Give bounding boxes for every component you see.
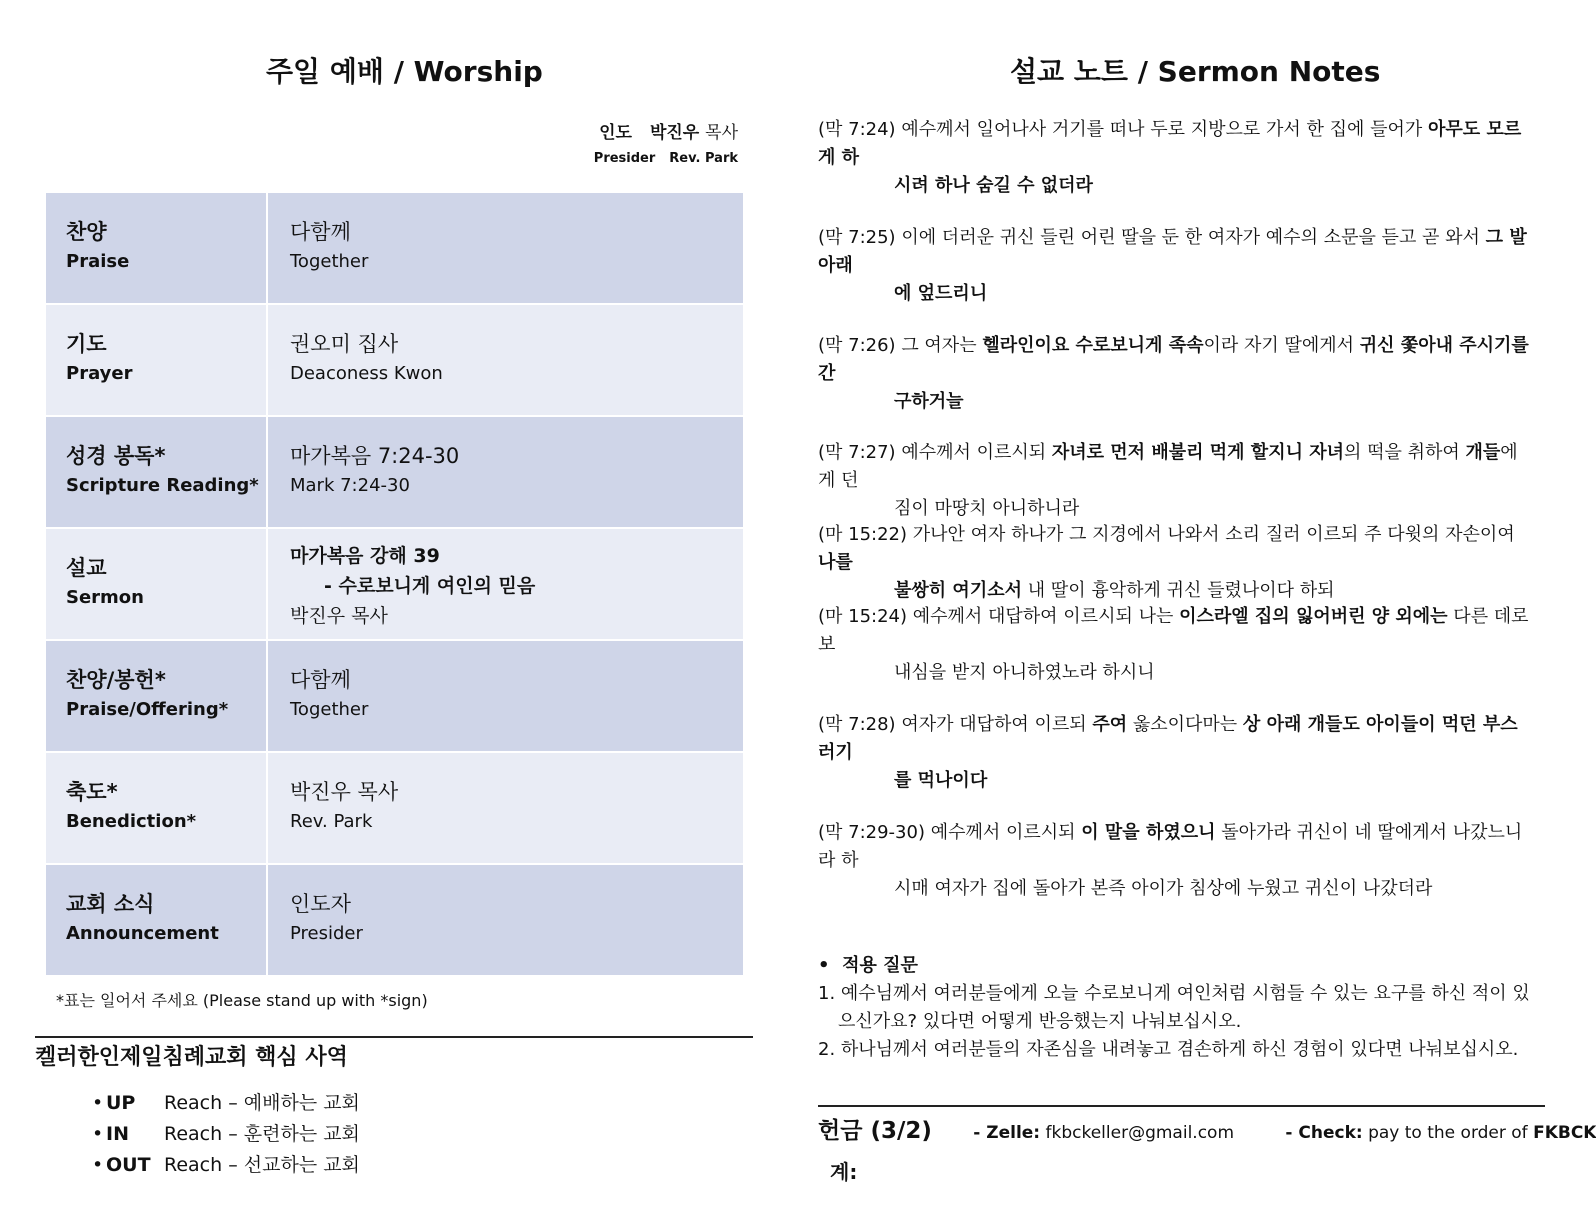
verse-text: 자녀로 먼저 배불리 먹게 할지니 자녀 (1051, 442, 1345, 463)
list-item: 1. 예수님께서 여러분들에게 오늘 수로보니게 여인처럼 시험들 수 있는 요구를 하신 적이 있으신가요? 있다면 어떻게 반응했는지 나눠보십시오. (818, 983, 1530, 1032)
apply-heading: 적용 질문 (842, 955, 918, 976)
bullet-icon: • (818, 955, 830, 976)
order-label-ko: 찬양/봉헌* (66, 668, 166, 692)
verse-item (818, 439, 1534, 523)
order-label-ko: 축도* (66, 780, 118, 804)
order-label-en: Scripture Reading* (66, 475, 259, 496)
verse-text: 구하거늘 (894, 391, 964, 412)
verse-ref: (막 7:29-30) (818, 822, 931, 843)
verse-text: 그 여자는 (901, 335, 983, 356)
verse-text: 이스라엘 집의 잃어버린 양 외에는 (1179, 606, 1448, 627)
order-value-ko: 권오미 집사 (290, 332, 399, 356)
verse-text: 나를 (818, 552, 853, 573)
verse-ref: (마 15:24) (818, 606, 913, 627)
verse-text: 예수께서 이르시되 (930, 822, 1082, 843)
verse-item (818, 819, 1534, 903)
verse-text: 불쌍히 여기소서 (894, 580, 1022, 601)
verse-continuation (818, 767, 1534, 795)
divider (818, 1105, 1545, 1107)
verse-item (818, 224, 1534, 308)
verse-text: 이라 자기 딸에게서 (1203, 335, 1360, 356)
verse-ref: (막 7:25) (818, 227, 902, 248)
verse-ref: (막 7:27) (818, 442, 902, 463)
order-label-ko: 기도 (66, 332, 107, 356)
verse-text: 짐이 마땅치 아니하니라 (894, 498, 1080, 519)
verse-continuation (818, 577, 1534, 605)
verse-text: 이 말을 하였으니 (1081, 822, 1216, 843)
ministry-list (92, 1088, 360, 1181)
order-value-en: Presider (290, 923, 363, 944)
offering-line (818, 1112, 1596, 1145)
verse-text: 여자가 대답하여 이르되 (901, 714, 1093, 735)
order-label-ko: 교회 소식 (66, 892, 155, 916)
order-row-sermon (46, 529, 743, 641)
presider-name-en: Rev. Park (669, 151, 738, 166)
list-item: • OUT Reach – 선교하는 교회 (92, 1150, 360, 1181)
verse-text: 상 아래 개들도 아이들이 먹던 부스러기 (818, 714, 1518, 763)
verse-text: 주여 (1092, 714, 1128, 735)
verse-text: 예수께서 이르시되 (901, 442, 1052, 463)
presider-role-ko: 인도 (599, 123, 632, 143)
order-value-ko: 박진우 목사 (290, 605, 388, 627)
verse-text: 가나안 여자 하나가 그 지경에서 나와서 소리 질러 이르되 주 다윗의 자손이여 (912, 524, 1515, 545)
worship-order-table (46, 193, 743, 977)
verse-ref: (막 7:24) (818, 119, 902, 140)
order-label-en: Praise (66, 251, 130, 272)
zelle-value: fkbckeller@gmail.com (1045, 1123, 1235, 1143)
order-label-ko: 찬양 (66, 220, 107, 244)
zelle-label: - Zelle: (973, 1123, 1041, 1143)
verse-item (818, 603, 1534, 687)
order-value-ko: 인도자 (290, 892, 351, 916)
bullet-icon: • (92, 1154, 104, 1176)
verse-continuation (818, 172, 1534, 200)
verse-item (818, 332, 1534, 416)
verse-continuation (818, 280, 1534, 308)
bullet-icon: • (92, 1123, 104, 1145)
verse-continuation (818, 659, 1534, 687)
verse-text: 그 발 아래 (818, 227, 1527, 276)
verse-text: 내 딸이 흉악하게 귀신 들렸나이다 하되 (1021, 580, 1335, 601)
order-label-ko: 설교 (66, 556, 107, 580)
order-value-ko: 마가복음 7:24-30 (290, 444, 460, 468)
verse-item (818, 521, 1534, 605)
verse-text: 에게 던 (818, 442, 1518, 491)
ministry-title: 켈러한인제일침례교회 핵심 사역 (35, 1045, 348, 1070)
worship-title: 주일 예배 / Worship (266, 55, 543, 88)
order-label-en: Sermon (66, 587, 144, 608)
order-value-en: Deaconess Kwon (290, 363, 443, 384)
verse-text: 에 엎드리니 (894, 283, 988, 304)
verse-text: 돌아가라 귀신이 네 딸에게서 나갔느니라 하 (818, 822, 1523, 871)
order-label-en: Announcement (66, 923, 219, 944)
order-row-praise (46, 193, 743, 305)
verse-text: 이에 더러운 귀신 들린 어린 딸을 둔 한 여자가 예수의 소문을 듣고 곧 와서 (901, 227, 1486, 248)
order-label-en: Praise/Offering* (66, 699, 229, 720)
verse-item (818, 711, 1534, 795)
verse-continuation (818, 495, 1534, 523)
verse-ref: (막 7:26) (818, 335, 902, 356)
order-row-scripture (46, 417, 743, 529)
verse-ref: (막 7:28) (818, 714, 902, 735)
list-item: • UP Reach – 예배하는 교회 (92, 1088, 360, 1119)
stand-note: *표는 일어서 주세요 (Please stand up with *sign) (56, 991, 428, 1010)
presider-suffix-ko: 목사 (705, 123, 738, 143)
application-questions (818, 952, 1534, 1064)
verse-item (818, 116, 1534, 200)
verse-text: 옳소이다마는 (1127, 714, 1243, 735)
offering-label: 헌금 (3/2) (818, 1118, 932, 1144)
verse-text: 개들 (1465, 442, 1501, 463)
verse-text: 예수께서 대답하여 이르시되 나는 (912, 606, 1180, 627)
verse-text: 시려 하나 숨길 수 없더라 (894, 175, 1093, 196)
list-item: • IN Reach – 훈련하는 교회 (92, 1119, 360, 1150)
order-label-en: Prayer (66, 363, 133, 384)
divider (35, 1036, 753, 1038)
verse-text: 다른 데로 보 (818, 606, 1529, 655)
order-label-en: Benediction* (66, 811, 197, 832)
verse-text: 아무도 모르게 하 (818, 119, 1522, 168)
order-value-en: Rev. Park (290, 811, 373, 832)
order-row-offering (46, 641, 743, 753)
order-value-en: Mark 7:24-30 (290, 475, 410, 496)
check-value: pay to the order of (1368, 1123, 1528, 1143)
verse-text: 시매 여자가 집에 돌아가 본즉 아이가 침상에 누웠고 귀신이 나갔더라 (894, 878, 1433, 899)
verse-text: 의 떡을 취하여 (1344, 442, 1466, 463)
verse-ref: (마 15:22) (818, 524, 913, 545)
order-value-ko: 박진우 목사 (290, 780, 399, 804)
sermon-title: 마가복음 강해 39 (290, 545, 440, 567)
order-value-ko: 다함께 (290, 668, 351, 692)
sermon-notes-title: 설교 노트 / Sermon Notes (1010, 55, 1381, 88)
order-row-prayer (46, 305, 743, 417)
bullet-icon: • (92, 1092, 104, 1114)
sermon-subtitle: - 수로보니게 여인의 믿음 (324, 575, 536, 597)
order-value-en: Together (290, 251, 369, 272)
order-row-announcement (46, 865, 743, 977)
order-row-benediction (46, 753, 743, 865)
verse-text: 헬라인이요 수로보니게 족속 (982, 335, 1204, 356)
presider-name-ko: 박진우 (649, 123, 700, 143)
verse-text: 예수께서 일어나사 거기를 떠나 두로 지방으로 가서 한 집에 들어가 (901, 119, 1429, 140)
offering-total-label: 계: (830, 1160, 858, 1184)
presider-block (594, 118, 738, 166)
check-payee: FKBCK (1533, 1123, 1596, 1143)
verse-text: 를 먹나이다 (894, 770, 988, 791)
verse-continuation (818, 875, 1534, 903)
check-label: - Check: (1285, 1123, 1363, 1143)
list-item: 2. 하나님께서 여러분들의 자존심을 내려놓고 겸손하게 하신 경험이 있다면 나눠보십시오. (818, 1039, 1519, 1060)
verse-continuation (818, 388, 1534, 416)
order-label-ko: 성경 봉독* (66, 444, 166, 468)
verse-text: 귀신 쫓아내 주시기를 간 (818, 335, 1529, 384)
verse-text: 내심을 받지 아니하였노라 하시니 (894, 662, 1155, 683)
order-value-en: Together (290, 699, 369, 720)
presider-role-en: Presider (593, 151, 656, 166)
order-value-ko: 다함께 (290, 220, 351, 244)
